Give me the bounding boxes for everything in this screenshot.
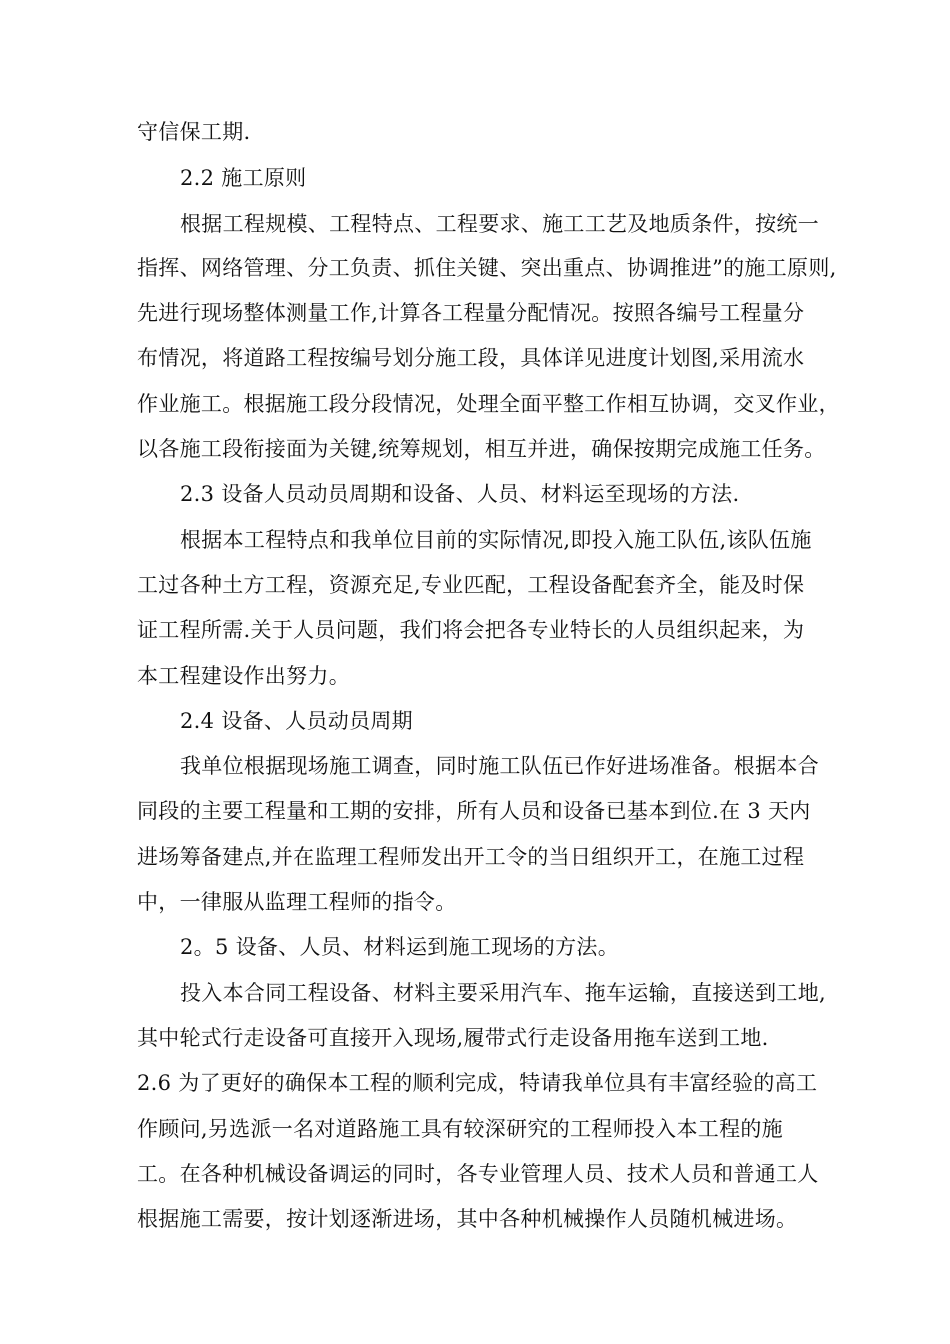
- paragraph-line: 同段的主要工程量和工期的安排，所有人员和设备已基本到位.在 3 天内: [137, 799, 811, 823]
- paragraph-line: 证工程所需.关于人员问题，我们将会把各专业特长的人员组织起来，为: [137, 618, 805, 642]
- paragraph-line: 根据本工程特点和我单位目前的实际情况,即投入施工队伍,该队伍施: [180, 528, 812, 552]
- section-heading: 2.4 设备、人员动员周期: [180, 709, 413, 733]
- section-heading: 2。5 设备、人员、材料运到施工现场的方法。: [180, 935, 619, 959]
- section-heading: 2.2 施工原则: [180, 166, 307, 190]
- paragraph-line: 守信保工期.: [137, 120, 251, 144]
- paragraph-line: 布情况，将道路工程按编号划分施工段，具体详见进度计划图,采用流水: [137, 346, 805, 370]
- paragraph-line: 中，一律服从监理工程师的指令。: [137, 890, 457, 914]
- section-heading: 2.3 设备人员动员周期和设备、人员、材料运至现场的方法.: [180, 482, 740, 506]
- paragraph-line: 工。在各种机械设备调运的同时，各专业管理人员、技术人员和普通工人: [137, 1162, 819, 1186]
- paragraph-line: 投入本合同工程设备、材料主要采用汽车、拖车运输，直接送到工地,: [180, 981, 826, 1005]
- paragraph-line: 本工程建设作出努力。: [137, 664, 350, 688]
- paragraph-line: 其中轮式行走设备可直接开入现场,履带式行走设备用拖车送到工地.: [137, 1026, 769, 1050]
- paragraph-line: 我单位根据现场施工调查，同时施工队伍已作好进场准备。根据本合: [180, 754, 819, 778]
- paragraph-line: 以各施工段衔接面为关键,统筹规划，相互并进，确保按期完成施工任务。: [137, 437, 826, 461]
- paragraph-line: 工过各种土方工程，资源充足,专业匹配，工程设备配套齐全，能及时保: [137, 573, 805, 597]
- paragraph-line: 根据工程规模、工程特点、工程要求、施工工艺及地质条件，按统一: [180, 212, 819, 236]
- section-heading: 2.6 为了更好的确保本工程的顺利完成，特请我单位具有丰富经验的高工: [137, 1071, 818, 1095]
- paragraph-line: 先进行现场整体测量工作,计算各工程量分配情况。按照各编号工程量分: [137, 301, 805, 325]
- paragraph-line: 作顾问,另选派一名对道路施工具有较深研究的工程师投入本工程的施: [137, 1117, 783, 1141]
- paragraph-line: 作业施工。根据施工段分段情况，处理全面平整工作相互协调，交叉作业，: [137, 392, 840, 416]
- paragraph-line: 进场筹备建点,并在监理工程师发出开工令的当日组织开工，在施工过程: [137, 845, 805, 869]
- paragraph-line: 指挥、网络管理、分工负责、抓住关键、突出重点、协调推进”的施工原则,: [137, 256, 837, 280]
- paragraph-line: 根据施工需要，按计划逐渐进场，其中各种机械操作人员随机械进场。: [137, 1207, 798, 1231]
